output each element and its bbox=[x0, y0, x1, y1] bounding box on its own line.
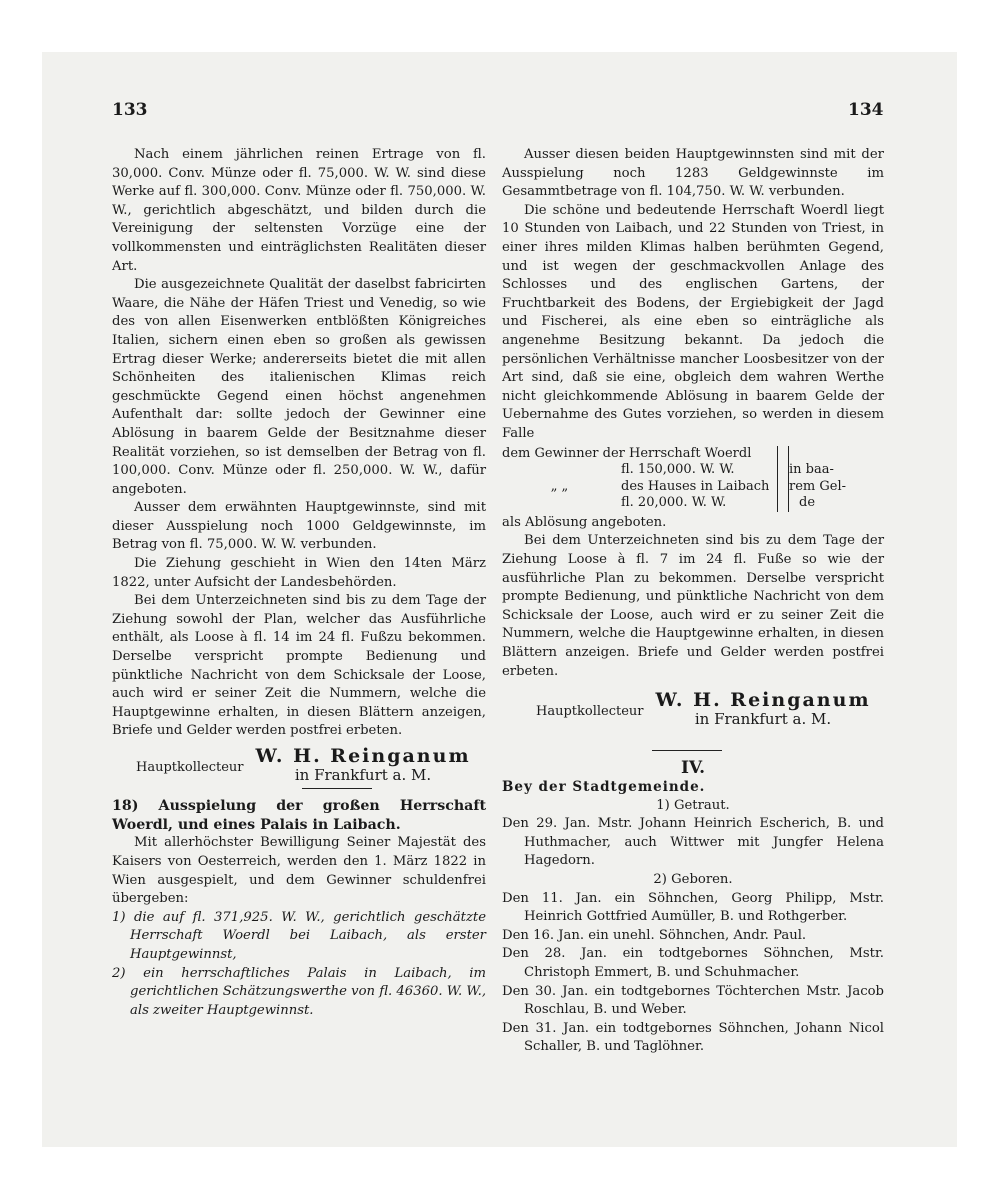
value-amount: fl. 20,000. W. W. bbox=[621, 495, 727, 511]
left-column bbox=[112, 146, 486, 1020]
page-number-left: 133 bbox=[112, 100, 148, 120]
subsection-heading: 2) Geboren. bbox=[653, 871, 733, 887]
section-number: IV. bbox=[680, 758, 706, 779]
paragraph: Bei dem Unterzeichneten sind bis zu dem Tage der Ziehung sowohl der Plan, welcher das Ausführliche enthält, als Loose à fl. 14 im 24 fl. Fußzu bekommen. Derselbe verspricht prompte Bedienung und pünktliche Nachricht von dem Schicksale der Loose, auch wird er seiner Zeit die Nummern, welche die Hauptgewinne erhalten, in diesen Blättern anzeigen, Briefe und Gelder werden postfrei erbeten. bbox=[112, 593, 486, 739]
value-note: de bbox=[799, 495, 816, 511]
register-entry: Den 11. Jan. ein Söhnchen, Georg Philipp, Mstr. Heinrich Gottfried Aumüller, B. und Rothgerber. bbox=[502, 890, 884, 925]
paragraph: als Ablösung angeboten. bbox=[502, 514, 667, 530]
redemption-values bbox=[502, 446, 884, 512]
signature-role: Hauptkollecteur bbox=[536, 704, 644, 720]
value-note: rem Gel- bbox=[789, 478, 846, 494]
register-entry: Den 30. Jan. ein todtgebornes Töchterchen Mstr. Jacob Roschlau, B. und Weber. bbox=[502, 983, 884, 1018]
signature-block bbox=[536, 691, 884, 728]
value-row-label: des Hauses in Laibach bbox=[621, 478, 770, 494]
register-entry: Den 28. Jan. ein todtgebornes Söhnchen, Mstr. Christoph Emmert, B. und Schuhmacher. bbox=[502, 946, 884, 980]
section-heading: 18) Ausspielung der großen Herrschaft Woerdl, und eines Palais in Laibach. bbox=[112, 798, 486, 833]
signature-place: in Frankfurt a. M. bbox=[294, 765, 432, 784]
signature-role: Hauptkollecteur bbox=[136, 760, 244, 775]
paragraph: Die Ziehung geschieht in Wien den 14ten März 1822, unter Aufsicht der Landesbehörden. bbox=[112, 556, 486, 590]
page-number-right: 134 bbox=[848, 100, 884, 120]
list-item: 2) ein herrschaftliches Palais in Laibach, im gerichtlichen Schätzungswerthe von fl. 46360. W. W., als zweiter Hauptgewinnst. bbox=[112, 965, 487, 1018]
signature-name: W. H. Reinganum bbox=[255, 745, 471, 767]
register-entry: Den 16. Jan. ein unehl. Söhnchen, Andr. Paul. bbox=[502, 927, 807, 943]
value-amount: fl. 150,000. W. W. bbox=[621, 462, 735, 478]
brace bbox=[777, 446, 789, 512]
signature-name-block bbox=[656, 691, 871, 728]
value-note: in baa- bbox=[789, 462, 834, 478]
paragraph: Mit allerhöchster Bewilligung Seiner Majestät des Kaisers von Oesterreich, werden den 1. März 1822 in Wien ausgespielt, und dem Gewinner schuldenfrei übergeben: bbox=[112, 835, 486, 907]
paragraph: Bei dem Unterzeichneten sind bis zu dem Tage der Ziehung Loose à fl. 7 im 24 fl. Fuße so wie der ausführliche Plan zu bekommen. Derselbe verspricht prompte Bedienung, und pünktliche Nachricht von dem Schicksale der Loose, auch wird er zu seiner Zeit die Nummern, welche die Hauptgewinne erhalten, in diesen Blättern anzeigen. Briefe und Gelder werden postfrei erbeten. bbox=[502, 533, 884, 679]
paragraph: Ausser dem erwähnten Hauptgewinnste, sind mit dieser Ausspielung noch 1000 Geldgewinnste, im Betrag von fl. 75,000. W. W. verbunden. bbox=[112, 500, 486, 553]
paragraph: Die ausgezeichnete Qualität der daselbst fabricirten Waare, die Nähe der Häfen Triest und Venedig, so wie des von allen Eisenwerken entblößten Königreiches Italien, sichern einen eben so großen als gewissen Ertrag dieser Werke; andererseits bietet die mit allen Schönheiten des italienischen Klimas reich geschmückte Gegend einen höchst angenehmen Aufenthalt dar: sollte jedoch der Gewinner eine Ablösung in baarem Gelde der Besitznahme dieser Realität vorziehen, so ist demselben der Betrag von fl. 100,000. Conv. Münze oder fl. 250,000. W. W., dafür angeboten. bbox=[112, 277, 486, 497]
divider bbox=[652, 750, 722, 751]
register-entry: Den 29. Jan. Mstr. Johann Heinrich Escherich, B. und Huthmacher, auch Wittwer mit Jungfer Helena Hagedorn. bbox=[502, 816, 884, 869]
value-row-label: dem Gewinner der Herrschaft Woerdl bbox=[502, 445, 752, 461]
subsection-heading: 1) Getraut. bbox=[656, 797, 730, 813]
right-column bbox=[502, 146, 884, 1057]
signature-name-block bbox=[256, 747, 471, 784]
paragraph: Nach einem jährlichen reinen Ertrage von fl. 30,000. Conv. Münze oder fl. 75,000. W. W. sind diese Werke auf fl. 300,000. Conv. Münze oder fl. 750,000. W. W., gerichtlich abgeschätzt, und bilden durch die Vereinigung der seltensten Vorzüge eine der vollkommensten und einträglichsten Realitäten dieser Art. bbox=[112, 147, 486, 274]
signature-place: in Frankfurt a. M. bbox=[694, 709, 832, 728]
list-item: 1) die auf fl. 371,925. W. W., gerichtlich geschätzte Herrschaft Woerdl bei Laibach, als erster Hauptgewinnst, bbox=[112, 909, 486, 962]
paragraph: Die schöne und bedeutende Herrschaft Woerdl liegt 10 Stunden von Laibach, und 22 Stunden von Triest, in einer ihres milden Klimas halben berühmten Gegend, und ist wegen der geschmackvollen Anlage des Schlosses und des englischen Gartens, der Fruchtbarkeit des Bodens, der Ergiebigkeit der Jagd und Fischerei, als eine eben so einträgliche als angenehme Besitzung bekannt. Da jedoch die persönlichen Verhältnisse mancher Loosbesitzer von der Art sind, daß sie eine, obgleich dem wahren Werthe nicht gleichkommende Ablösung in baarem Gelde der Uebernahme des Gutes vorziehen, so werden in diesem Falle bbox=[502, 202, 884, 441]
section-title: Bey der Stadtgemeinde. bbox=[502, 779, 706, 795]
register-entry: Den 31. Jan. ein todtgebornes Söhnchen, Johann Nicol Schaller, B. und Taglöhner. bbox=[502, 1020, 884, 1055]
divider bbox=[302, 788, 372, 789]
signature-block bbox=[136, 747, 486, 784]
signature-name: W. H. Reinganum bbox=[655, 689, 871, 712]
paragraph: Ausser diesen beiden Hauptgewinnsten sind mit der Ausspielung noch 1283 Geldgewinnste im Gesammtbetrage von fl. 104,750. W. W. verbunden. bbox=[502, 147, 884, 200]
ditto-marks: „ „ bbox=[550, 478, 569, 494]
